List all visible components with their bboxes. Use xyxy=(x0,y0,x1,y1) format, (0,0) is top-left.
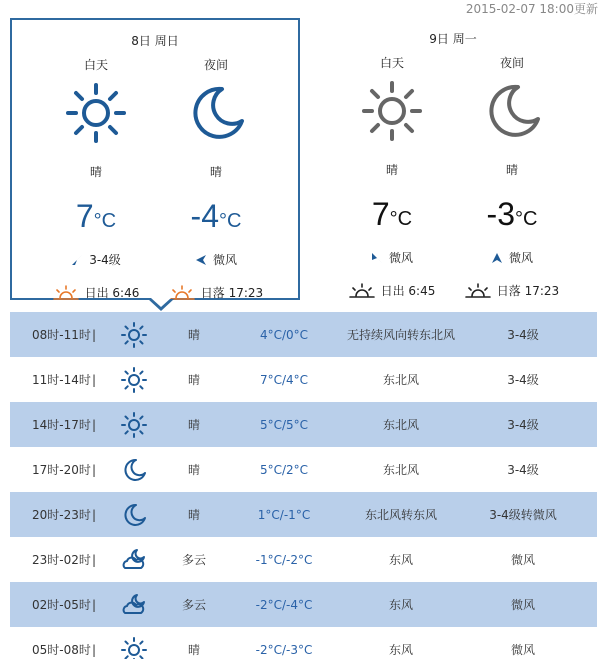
wind-level: 3-4级转微风 xyxy=(489,508,557,522)
sunrise-icon xyxy=(53,285,79,301)
sunset-info: 日落 17:23 xyxy=(156,284,276,301)
update-time: 2015-02-07 18:00更新 xyxy=(465,2,598,16)
separator: | xyxy=(92,642,97,657)
daytime-panel xyxy=(332,54,452,299)
nighttime-condition: 晴 xyxy=(505,163,518,177)
daytime-temperature: 7°C xyxy=(371,196,413,232)
daytime-wind: 3-4级 xyxy=(36,251,156,268)
wind-direction-icon xyxy=(195,254,207,266)
wind-direction: 东风 xyxy=(388,553,413,567)
condition: 晴 xyxy=(187,643,200,657)
sun-icon xyxy=(120,321,148,349)
condition: 晴 xyxy=(187,373,200,387)
wind-level: 3-4级 xyxy=(507,328,539,342)
wind-direction: 东北风 xyxy=(382,373,419,387)
nighttime-wind: 微风 xyxy=(156,251,276,268)
wind-level: 微风 xyxy=(510,598,535,612)
temperature: 5°C/5°C xyxy=(259,417,309,432)
temperature: 5°C/2°C xyxy=(259,462,309,477)
daytime-panel xyxy=(36,56,156,301)
time-range: 08时-11时 xyxy=(32,328,91,342)
nighttime-condition: 晴 xyxy=(209,165,222,179)
daytime-label: 白天 xyxy=(379,56,404,70)
separator: | xyxy=(92,372,97,387)
nighttime-label: 夜间 xyxy=(203,58,228,72)
wind-level: 3-4级 xyxy=(507,463,539,477)
temperature: 1°C/-1°C xyxy=(257,507,311,522)
time-range: 11时-14时 xyxy=(32,373,91,387)
daytime-temperature: 7°C xyxy=(75,198,117,234)
sunrise-info: 日出 6:46 xyxy=(36,284,156,301)
moon-icon xyxy=(480,79,544,143)
sun-icon xyxy=(64,81,128,145)
table-row xyxy=(10,537,597,582)
wind-level: 3-4级 xyxy=(507,418,539,432)
table-row xyxy=(10,357,597,402)
condition: 晴 xyxy=(187,463,200,477)
table-row xyxy=(10,492,597,537)
day-card-9[interactable] xyxy=(308,18,598,300)
temperature: -1°C/-2°C xyxy=(255,552,313,567)
wind-direction: 东北风 xyxy=(382,463,419,477)
hourly-forecast-table xyxy=(10,312,597,659)
wind-direction-icon xyxy=(371,252,383,264)
nighttime-temperature: -4°C xyxy=(190,198,242,234)
cloud-moon-icon xyxy=(120,546,148,574)
time-range: 05时-08时 xyxy=(32,643,91,657)
separator: | xyxy=(92,417,97,432)
table-row xyxy=(10,312,597,357)
condition: 晴 xyxy=(187,328,200,342)
daytime-condition: 晴 xyxy=(385,163,398,177)
moon-icon xyxy=(184,81,248,145)
day-title: 9日 周一 xyxy=(429,32,477,46)
separator: | xyxy=(92,462,97,477)
temperature: 4°C/0°C xyxy=(259,327,309,342)
day-title: 8日 周日 xyxy=(131,34,179,48)
time-range: 17时-20时 xyxy=(32,463,91,477)
table-row xyxy=(10,627,597,659)
separator: | xyxy=(92,507,97,522)
sunset-icon xyxy=(465,283,491,299)
sunrise-info: 日出 6:45 xyxy=(332,282,452,299)
wind-direction: 无持续风向转东北风 xyxy=(346,328,455,342)
nighttime-temperature: -3°C xyxy=(486,196,538,232)
table-row xyxy=(10,447,597,492)
moon-icon xyxy=(120,501,148,529)
wind-direction-icon xyxy=(491,252,503,264)
separator: | xyxy=(92,327,97,342)
wind-level: 3-4级 xyxy=(507,373,539,387)
time-range: 20时-23时 xyxy=(32,508,91,522)
nighttime-panel xyxy=(452,54,572,299)
table-row xyxy=(10,402,597,447)
sun-icon xyxy=(360,79,424,143)
table-row xyxy=(10,582,597,627)
sun-icon xyxy=(120,366,148,394)
sun-icon xyxy=(120,411,148,439)
wind-direction: 东北风 xyxy=(382,418,419,432)
cloud-moon-icon xyxy=(120,591,148,619)
wind-direction: 东风 xyxy=(388,643,413,657)
temperature: 7°C/4°C xyxy=(259,372,309,387)
sunrise-icon xyxy=(349,283,375,299)
separator: | xyxy=(92,597,97,612)
wind-direction-icon xyxy=(71,254,83,266)
daytime-wind: 微风 xyxy=(332,249,452,266)
temperature: -2°C/-4°C xyxy=(255,597,313,612)
daytime-label: 白天 xyxy=(83,58,108,72)
time-range: 23时-02时 xyxy=(32,553,91,567)
condition: 晴 xyxy=(187,418,200,432)
wind-level: 微风 xyxy=(510,643,535,657)
wind-level: 微风 xyxy=(510,553,535,567)
sunset-info: 日落 17:23 xyxy=(452,282,572,299)
nighttime-wind: 微风 xyxy=(452,249,572,266)
daytime-condition: 晴 xyxy=(89,165,102,179)
moon-icon xyxy=(120,456,148,484)
condition: 多云 xyxy=(181,598,206,612)
time-range: 14时-17时 xyxy=(32,418,91,432)
temperature: -2°C/-3°C xyxy=(255,642,313,657)
condition: 晴 xyxy=(187,508,200,522)
day-card-8[interactable] xyxy=(10,18,300,300)
sun-icon xyxy=(120,636,148,659)
wind-direction: 东北风转东风 xyxy=(364,508,437,522)
separator: | xyxy=(92,552,97,567)
condition: 多云 xyxy=(181,553,206,567)
time-range: 02时-05时 xyxy=(32,598,91,612)
wind-direction: 东风 xyxy=(388,598,413,612)
nighttime-panel xyxy=(156,56,276,301)
nighttime-label: 夜间 xyxy=(499,56,524,70)
